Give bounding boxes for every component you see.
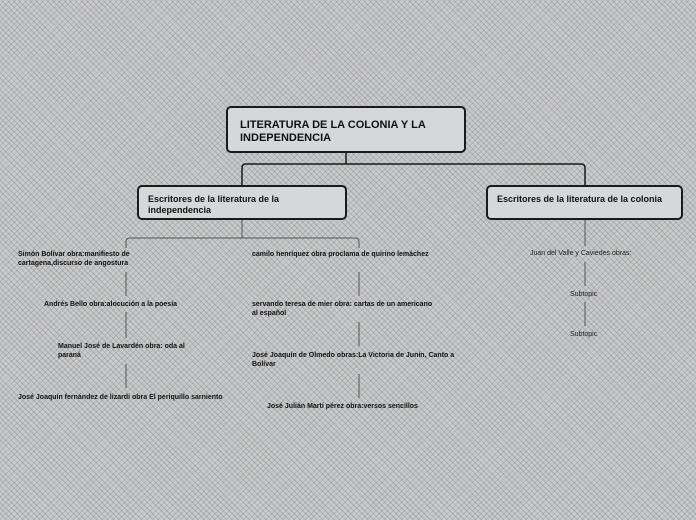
subtopic-placeholder-1[interactable]: Subtopic [570,291,598,298]
subtopic-servando-teresa-de-mier[interactable]: servando teresa de mier obra: cartas de un americano al español [252,301,433,318]
subtopic-camilo-henriquez[interactable]: camilo henríquez obra proclama de quirino lemáchez [252,251,429,258]
root-title: LITERATURA DE LA COLONIA Y LA INDEPENDENCIA [240,119,426,145]
branch-independencia[interactable] [137,185,347,220]
subtopic-placeholder-2[interactable]: Subtopic [570,331,598,338]
branch-label: Escritores de la literatura de la independencia [148,194,280,215]
subtopic-juan-del-valle-caviedes[interactable]: Juan del Valle y Caviedes obras: [530,250,632,257]
root-topic[interactable] [226,106,466,153]
subtopic-manuel-jose-lavarden[interactable]: Manuel José de Lavardén obra: oda al paraná [58,343,185,360]
subtopic-jose-julian-marti[interactable]: José Julián Martí pérez obra:versos sencillos [267,403,418,410]
subtopic-jose-joaquin-olmedo[interactable]: José Joaquín de Olmedo obras:La Victoria de Junín, Canto a Bolívar [252,352,455,369]
branch-label: Escritores de la literatura de la colonia [497,194,663,204]
subtopic-andres-bello[interactable]: Andrés Bello obra:alocución a la poesía [44,301,178,308]
branch-colonia[interactable] [486,185,683,220]
subtopic-simon-bolivar[interactable]: Simón Bolívar obra:manifiesto de cartagena,discurso de angostura [18,251,130,268]
subtopic-jose-joaquin-lizardi[interactable]: José Joaquín fernández de lizardi obra El periquillo sarniento [18,394,223,401]
